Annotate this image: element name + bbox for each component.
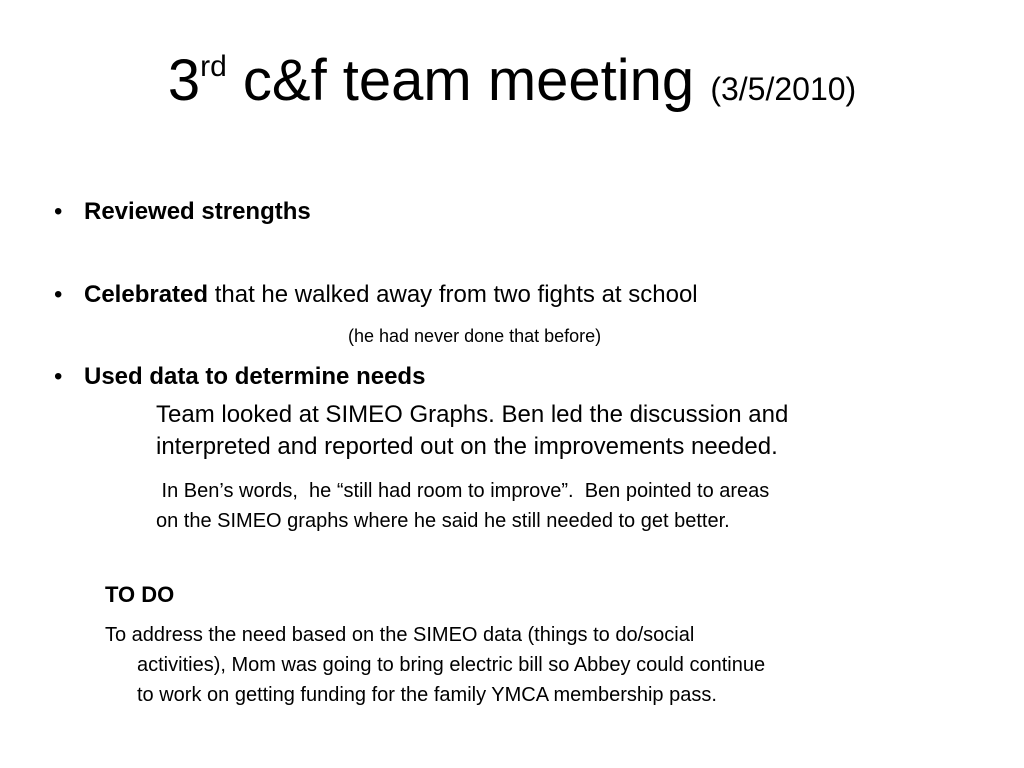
team-line: Team looked at SIMEO Graphs. Ben led the discussion and — [156, 401, 789, 428]
todo-line: to work on getting funding for the family YMCA membership pass. — [137, 684, 717, 706]
slide-title — [0, 48, 1024, 113]
ben-words-line: on the SIMEO graphs where he said he still needed to get better. — [156, 510, 730, 532]
team-paragraph — [156, 399, 788, 463]
todo-line: To address the need based on the SIMEO data (things to do/social — [105, 624, 695, 646]
bullet-text: that he walked away from two fights at school — [208, 281, 698, 308]
bullet-reviewed-strengths — [84, 200, 311, 224]
bullet-bold-text: Used data to determine needs — [84, 363, 426, 390]
bullet-marker: • — [54, 198, 63, 225]
bullet-bold-text: Reviewed strengths — [84, 198, 311, 225]
title-text: c&f team meeting — [226, 48, 711, 113]
bullet-bold-text: Celebrated — [84, 281, 209, 308]
ben-words-paragraph — [156, 476, 769, 536]
todo-paragraph — [105, 620, 965, 710]
todo-heading: TO DO — [105, 582, 175, 607]
team-line: interpreted and reported out on the improvements needed. — [156, 433, 778, 460]
title-ordinal-suffix: rd — [200, 49, 227, 83]
title-number: 3 — [167, 48, 201, 113]
title-date: (3/5/2010) — [710, 71, 857, 107]
ben-words-line: In Ben’s words, he “still had room to improve”. Ben pointed to areas — [156, 480, 770, 502]
celebrated-note: (he had never done that before) — [348, 326, 602, 346]
todo-line: activities), Mom was going to bring electric bill so Abbey could continue — [137, 654, 766, 676]
bullet-marker: • — [54, 281, 63, 308]
bullet-used-data — [84, 365, 425, 389]
bullet-marker: • — [54, 363, 63, 390]
bullet-celebrated — [84, 283, 698, 307]
